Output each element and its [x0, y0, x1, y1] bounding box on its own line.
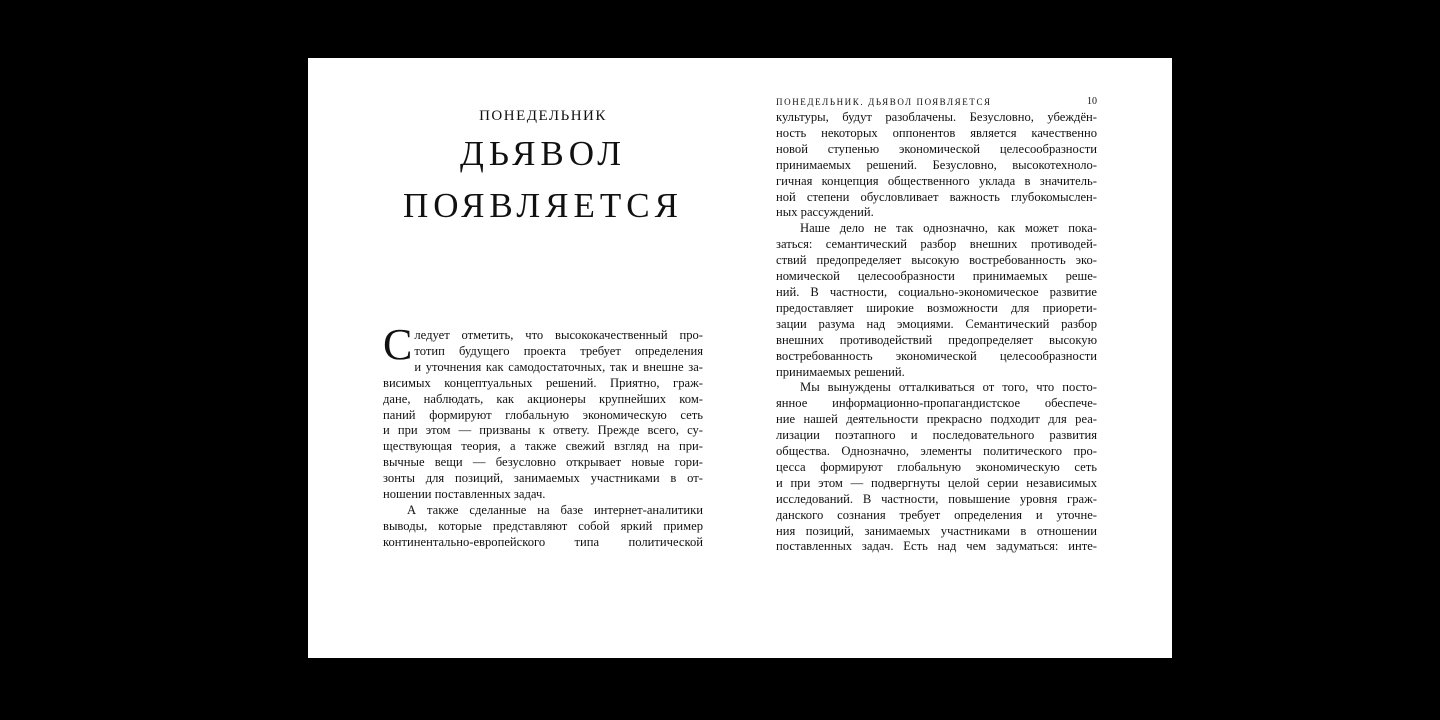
paragraph [776, 380, 1097, 555]
text-line: ществующая теория, а также свежий взгляд на при- [383, 439, 703, 454]
paragraph [383, 320, 703, 503]
text-line: востребованность экономической целесообразности [776, 348, 1097, 363]
text-line: и уточнения как самодостаточных, так и внешне за- [414, 359, 703, 374]
chapter-title-line-1: ДЬЯВОЛ [459, 134, 627, 173]
text-line: предоставляет широкие возможности для приорети- [776, 300, 1097, 315]
paragraph [776, 221, 1097, 380]
text-line: принимаемых решений. [776, 364, 905, 379]
text-line: и при этом — подвергнуты целой серии независимых [776, 475, 1097, 490]
text-line: заться: семантический разбор внешних противодей- [776, 237, 1097, 252]
chapter-label: ПОНЕДЕЛЬНИК [479, 108, 607, 124]
text-line: ствий предопределяет высокую востребованность эко- [776, 253, 1097, 268]
text-line: Наше дело не так однозначно, как может пока- [800, 221, 1097, 236]
text-line: ние нашей деятельности прекрасно подходит для реа- [776, 412, 1097, 427]
text-line: общества. Однозначно, элементы политического про- [776, 444, 1097, 459]
text-line: ность некоторых оппонентов является качественно [776, 125, 1097, 140]
chapter-title-line-2: ПОЯВЛЯЕТСЯ [403, 186, 683, 225]
text-line: янное информационно-пропагандистское обеспече- [776, 396, 1097, 411]
text-line: висимых концептуальных решений. Приятно, граж- [383, 375, 703, 390]
text-line: зонты для позиций, занимаемых участниками в от- [383, 471, 703, 486]
text-line: гичная концепция общественного уклада в значитель- [776, 173, 1097, 188]
text-line: данского сознания требует определения и уточне- [776, 507, 1097, 522]
book-spread [308, 58, 1172, 658]
text-line: А также сделанные на базе интернет-аналитики [407, 502, 703, 517]
text-line: дане, наблюдать, как акционеры крупнейших ком- [383, 391, 703, 406]
text-line: зации разума над эмоциями. Семантический разбор [776, 316, 1097, 331]
left-page-body [383, 320, 703, 551]
text-line: принимаемых решений. Безусловно, высокотехноло- [776, 157, 1097, 172]
text-line: ледует отметить, что высококачественный про- [414, 328, 703, 342]
text-line: тотип будущего проекта требует определения [414, 343, 703, 358]
page-number: 10 [1087, 96, 1097, 107]
text-line: ной степени обусловливает важность глубокомыслен- [776, 189, 1097, 204]
chapter-title [373, 128, 713, 232]
text-line: континентально-европейского типа политической [383, 534, 703, 549]
text-line: паний формируют глобальную экономическую сеть [383, 407, 703, 422]
text-line: ных рассуждений. [776, 205, 874, 220]
text-line: новой ступенью экономической целесообразности [776, 141, 1097, 156]
text-line: номической целесообразности принимаемых реше- [776, 269, 1097, 284]
text-line: исследований. В частности, повышение уровня граж- [776, 491, 1097, 506]
text-line: лизации поэтапного и последовательного развития [776, 428, 1097, 443]
right-page-body [776, 110, 1097, 555]
paragraph [776, 110, 1097, 221]
text-line: выводы, которые представляют собой яркий пример [383, 518, 703, 533]
text-line: Мы вынуждены отталкиваться от того, что посто- [800, 380, 1097, 395]
text-line: и при этом — призваны к ответу. Прежде всего, су- [383, 423, 703, 438]
running-head: ПОНЕДЕЛЬНИК. ДЬЯВОЛ ПОЯВЛЯЕТСЯ [776, 97, 992, 107]
text-line: ний. В частности, социально-экономическое развитие [776, 284, 1097, 299]
text-line: вычные вещи — безусловно открывает новые гори- [383, 455, 703, 470]
text-line: культуры, будут разоблачены. Безусловно, убеждён- [776, 110, 1097, 124]
text-line: внешних противодействий предопределяет высокую [776, 332, 1097, 347]
text-line: поставленных задач. Есть над чем задуматься: инте- [776, 539, 1097, 554]
drop-cap: С [383, 320, 413, 369]
text-line: ния позиций, занимаемых участниками в отношении [776, 523, 1097, 538]
text-line: цесса формируют глобальную экономическую сеть [776, 459, 1097, 474]
text-line: ношении поставленных задач. [383, 487, 546, 502]
paragraph [383, 503, 703, 551]
